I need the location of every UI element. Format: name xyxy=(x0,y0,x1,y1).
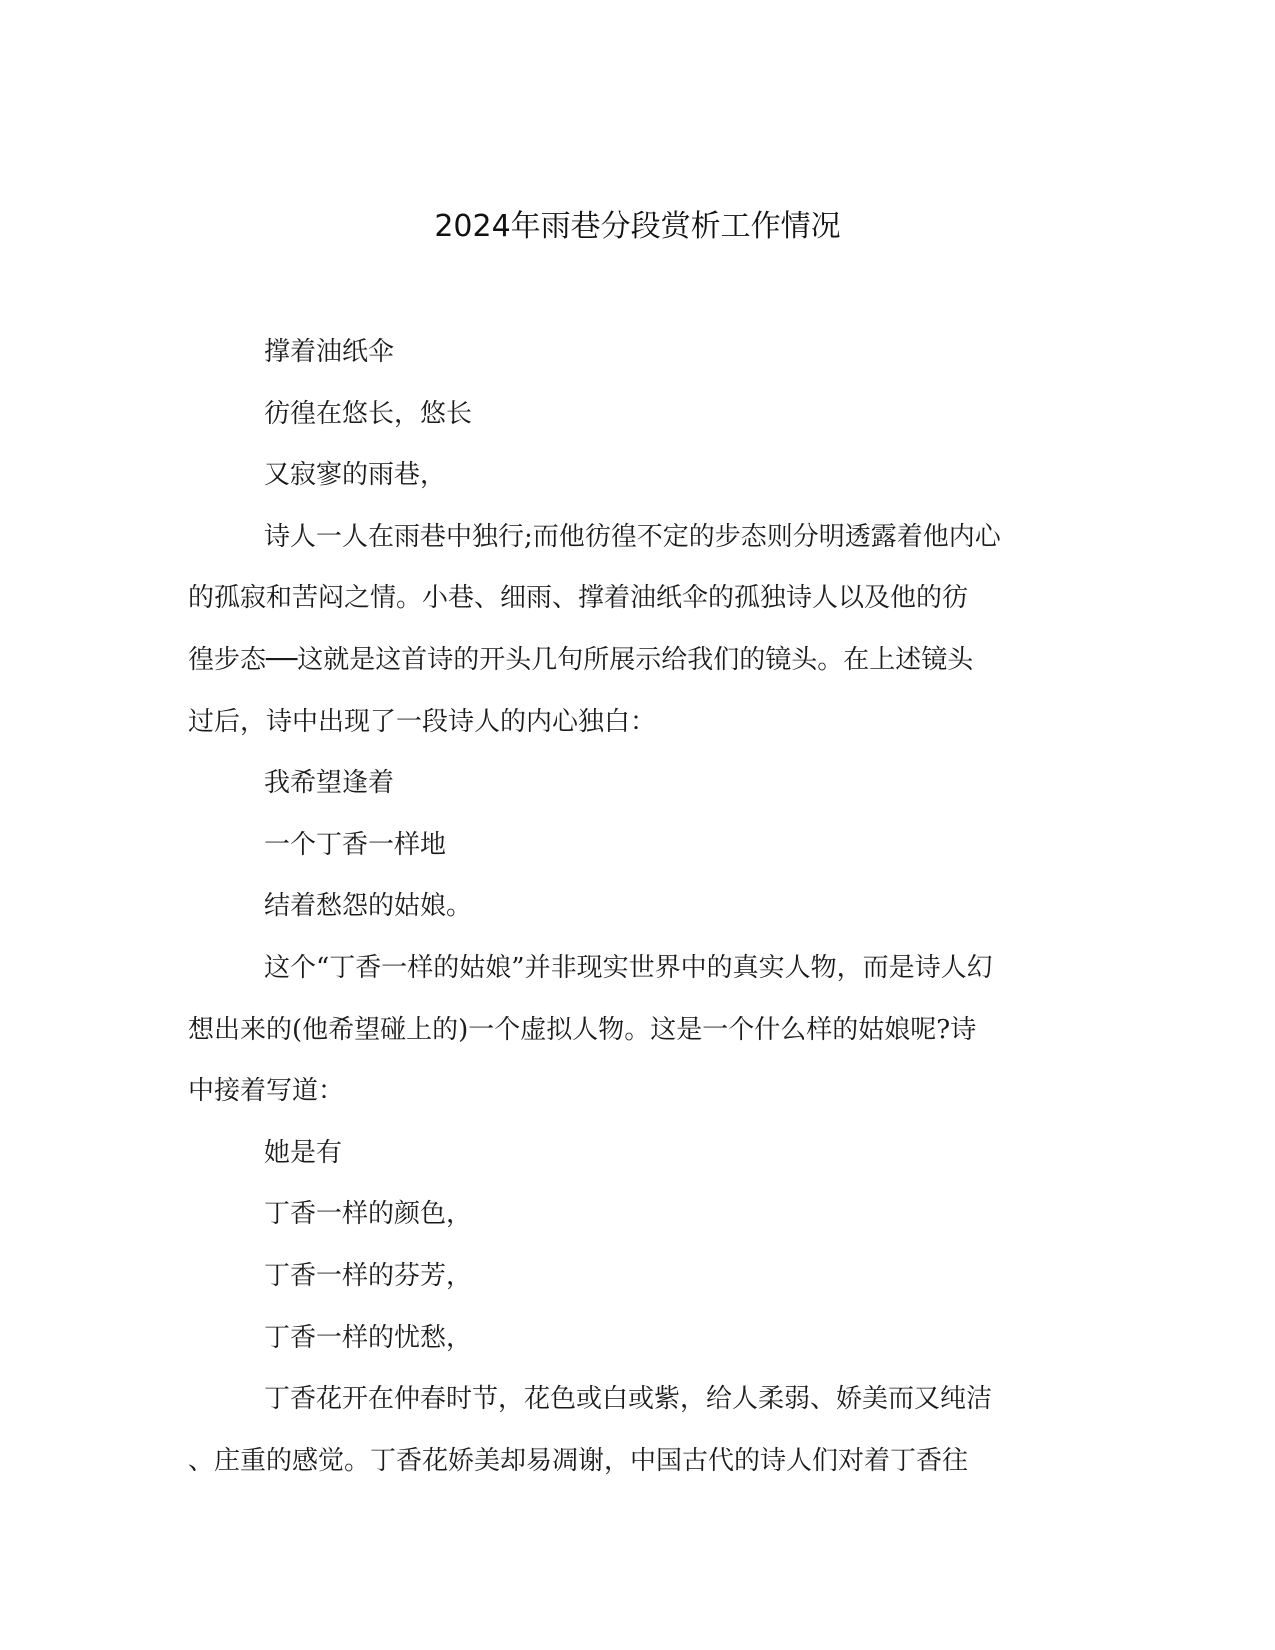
text-line: 诗人一人在雨巷中独行;而他彷徨不定的步态则分明透露着他内心 xyxy=(264,521,1001,552)
text-line: 我希望逢着 xyxy=(264,768,395,799)
text-line: 丁香一样的忧愁， xyxy=(264,1322,473,1353)
document-title: 2024年雨巷分段赏析工作情况 xyxy=(434,209,841,244)
text-line: 的孤寂和苦闷之情。小巷、细雨、撑着油纸伞的孤独诗人以及他的彷 xyxy=(188,583,969,614)
text-line: 过后，诗中出现了一段诗人的内心独白： xyxy=(188,706,657,737)
text-line: 这个“丁香一样的姑娘”并非现实世界中的真实人物，而是诗人幻 xyxy=(264,952,993,983)
text-line: 彷徨在悠长，悠长 xyxy=(264,398,473,429)
text-line: 中接着写道： xyxy=(188,1076,345,1107)
text-line: 丁香一样的颜色， xyxy=(264,1199,473,1230)
text-line: 她是有 xyxy=(264,1137,343,1168)
text-line: 结着愁怨的姑娘。 xyxy=(264,891,473,922)
text-line: 想出来的(他希望碰上的)一个虚拟人物。这是一个什么样的姑娘呢?诗 xyxy=(188,1014,977,1045)
text-line: 丁香一样的芬芳， xyxy=(264,1260,473,1291)
text-line: 一个丁香一样地 xyxy=(264,829,447,860)
text-line: 、庄重的感觉。丁香花娇美却易凋谢，中国古代的诗人们对着丁香往 xyxy=(188,1445,969,1476)
text-line: 又寂寥的雨巷， xyxy=(264,460,447,491)
text-line: 丁香花开在仲春时节，花色或白或紫，给人柔弱、娇美而又纯洁 xyxy=(264,1384,993,1415)
text-line: 徨步态──这就是这首诗的开头几句所展示给我们的镜头。在上述镜头 xyxy=(188,644,974,675)
document-body xyxy=(188,322,1088,1492)
text-line: 撑着油纸伞 xyxy=(264,337,395,367)
